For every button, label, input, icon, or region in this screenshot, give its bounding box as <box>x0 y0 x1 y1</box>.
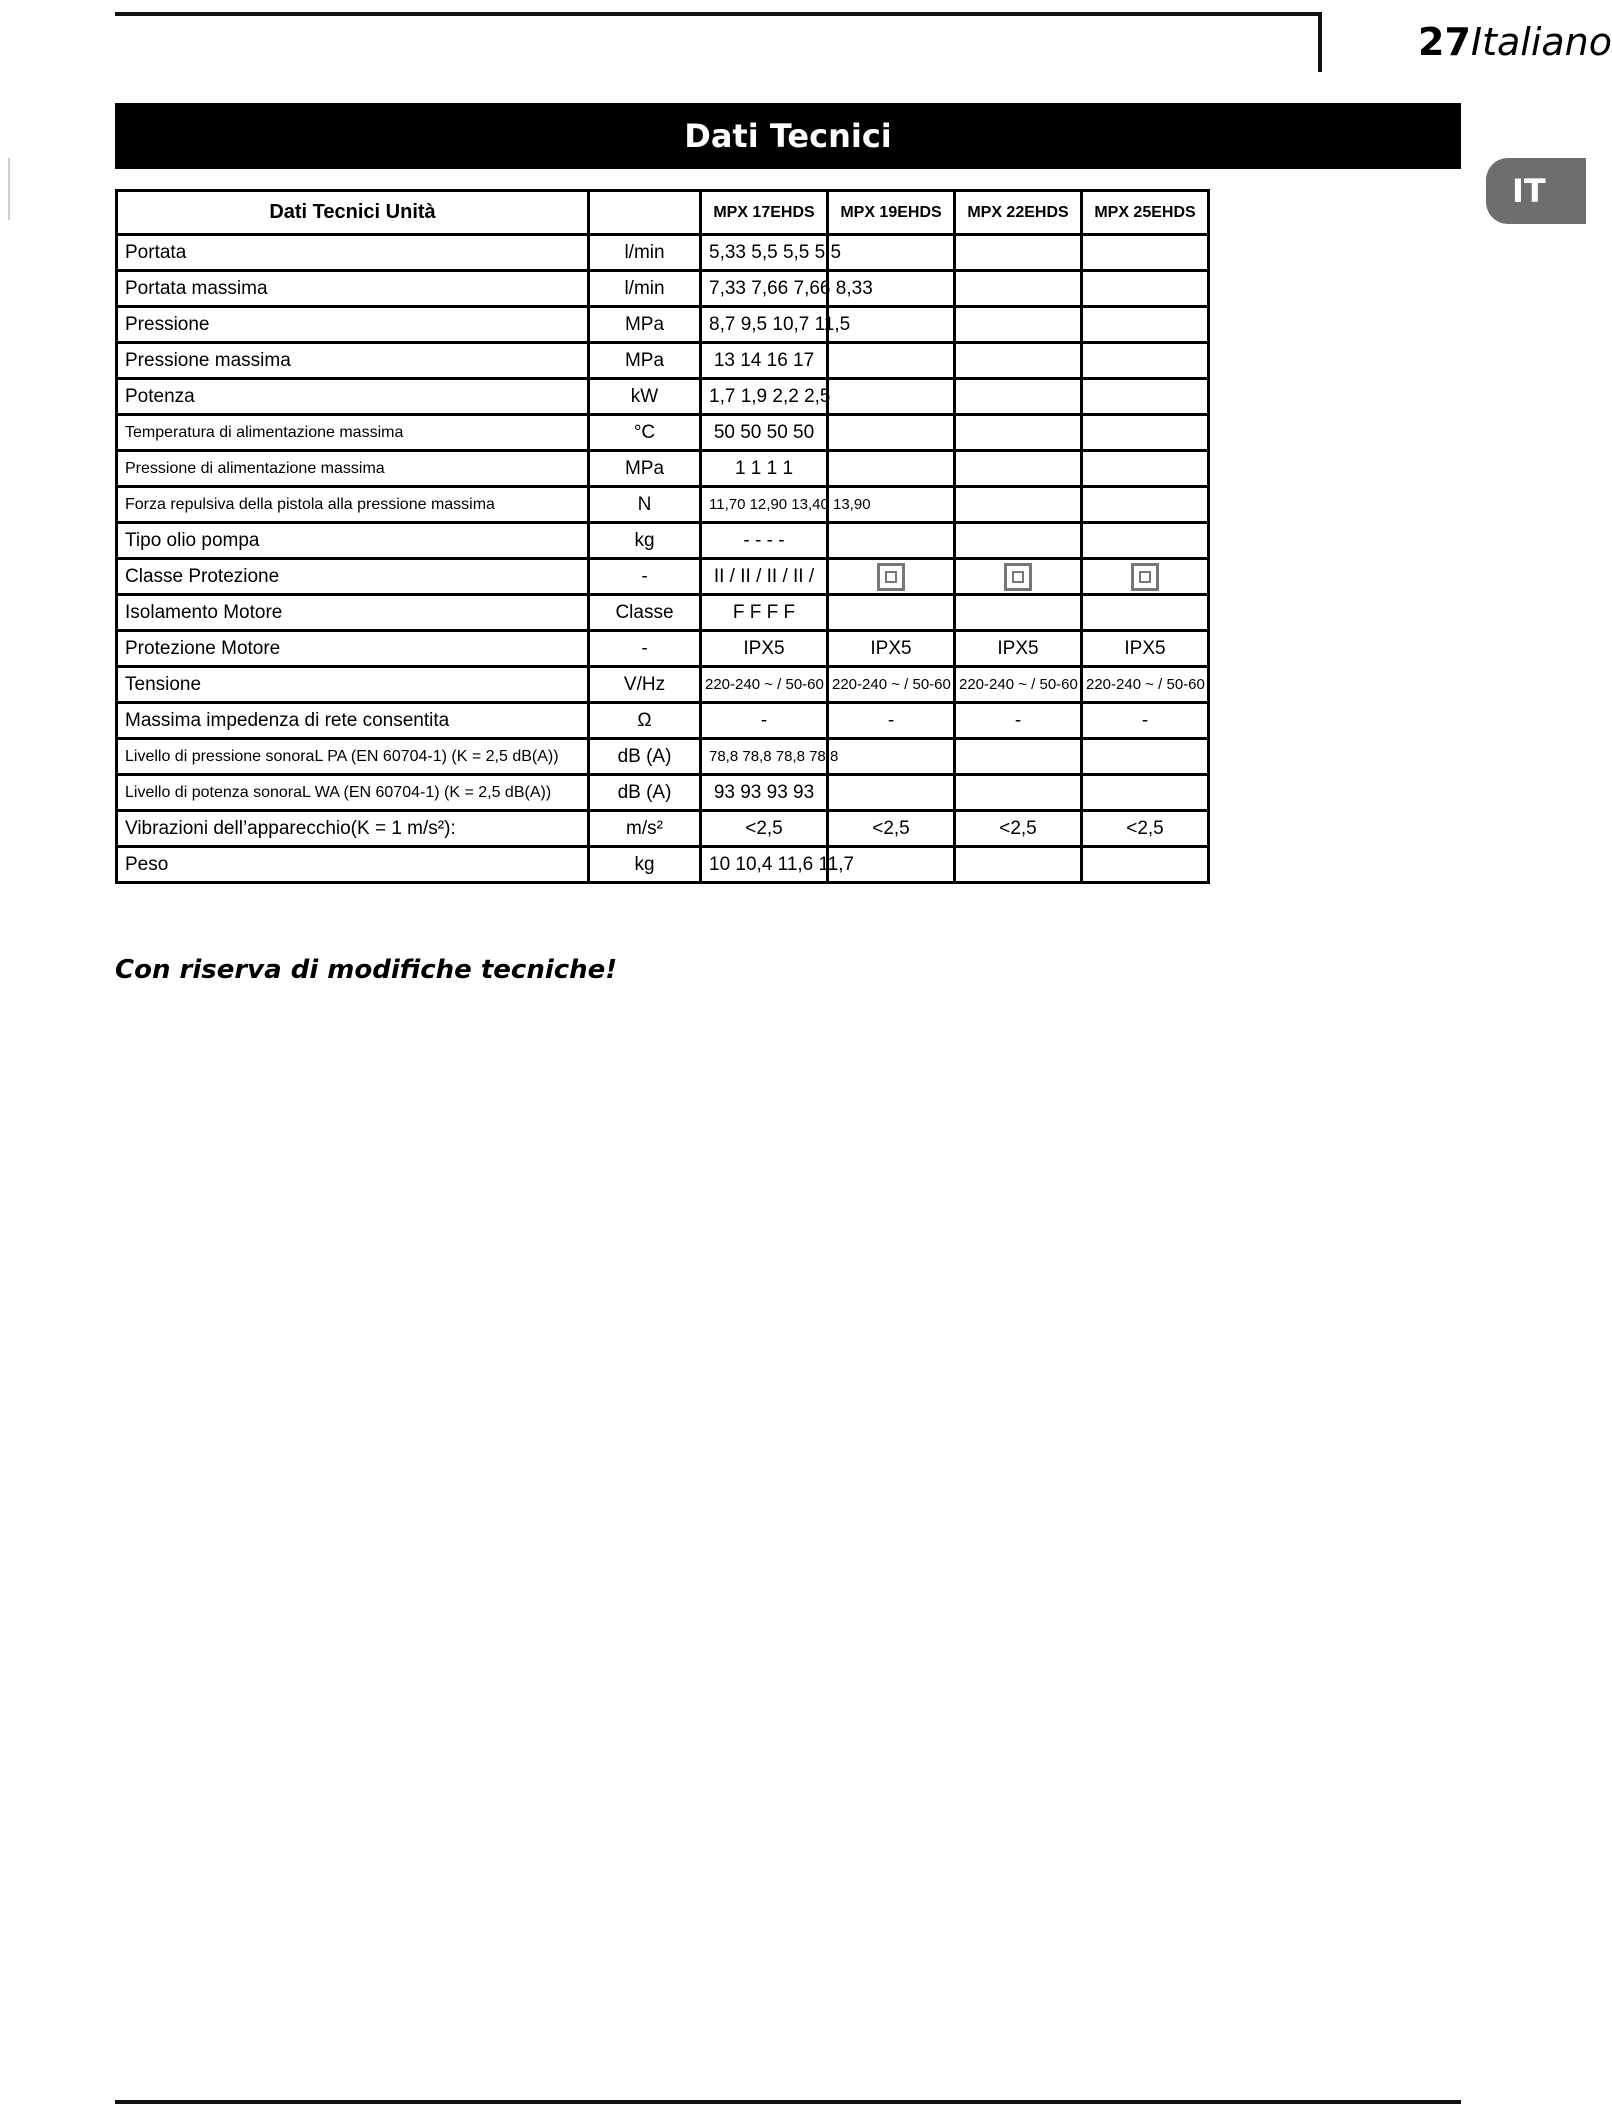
row-value <box>1082 595 1209 631</box>
row-unit: dB (A) <box>589 739 701 775</box>
row-value <box>955 847 1082 883</box>
row-value <box>955 235 1082 271</box>
row-unit: N <box>589 487 701 523</box>
row-value: 93 93 93 93 <box>701 775 828 811</box>
row-value <box>955 739 1082 775</box>
table-row <box>117 811 1209 847</box>
row-value: <2,5 <box>955 811 1082 847</box>
table-row <box>117 667 1209 703</box>
row-label: Pressione di alimentazione massima <box>117 451 589 487</box>
row-value <box>955 307 1082 343</box>
language-tab <box>1486 158 1586 224</box>
row-value <box>955 379 1082 415</box>
row-value <box>1082 847 1209 883</box>
row-value <box>828 739 955 775</box>
row-value: 13 14 16 17 <box>701 343 828 379</box>
row-value: 7,33 7,66 7,66 8,33 <box>701 271 828 307</box>
row-value: II / II / II / II / <box>701 559 828 595</box>
row-unit: Classe <box>589 595 701 631</box>
row-value <box>1082 343 1209 379</box>
row-value <box>1082 523 1209 559</box>
row-value <box>1082 271 1209 307</box>
row-value: 220-240 ~ / 50-60 <box>955 667 1082 703</box>
section-title-bar <box>115 103 1461 169</box>
row-unit: - <box>589 631 701 667</box>
row-label: Livello di potenza sonoraL WA (EN 60704-1) (K = 2,5 dB(A)) <box>117 775 589 811</box>
header-model: MPX 22EHDS <box>955 191 1082 235</box>
top-rule-end <box>1318 12 1322 72</box>
table-row <box>117 379 1209 415</box>
row-value <box>1082 379 1209 415</box>
table-row <box>117 343 1209 379</box>
row-label: Massima impedenza di rete consentita <box>117 703 589 739</box>
row-unit: l/min <box>589 235 701 271</box>
row-value <box>1082 487 1209 523</box>
row-value: IPX5 <box>701 631 828 667</box>
section-title: Dati Tecnici <box>684 117 892 155</box>
row-value: 10 10,4 11,6 11,7 <box>701 847 828 883</box>
page-header <box>1418 18 1612 66</box>
row-label: Pressione massima <box>117 343 589 379</box>
row-label: Isolamento Motore <box>117 595 589 631</box>
footnote: Con riserva di modifiche tecniche! <box>115 955 618 985</box>
row-value: 1,7 1,9 2,2 2,5 <box>701 379 828 415</box>
row-value: 78,8 78,8 78,8 78,8 <box>701 739 828 775</box>
row-value: <2,5 <box>1082 811 1209 847</box>
row-label: Vibrazioni dell’apparecchio(K = 1 m/s²): <box>117 811 589 847</box>
row-value <box>955 415 1082 451</box>
row-unit: dB (A) <box>589 775 701 811</box>
row-value <box>955 343 1082 379</box>
row-value <box>955 271 1082 307</box>
row-value <box>828 775 955 811</box>
class-ii-cell <box>1082 559 1209 595</box>
row-label: Forza repulsiva della pistola alla pressione massima <box>117 487 589 523</box>
header-model: MPX 17EHDS <box>701 191 828 235</box>
row-value: - <box>1082 703 1209 739</box>
table-row <box>117 739 1209 775</box>
row-label: Temperatura di alimentazione massima <box>117 415 589 451</box>
row-value: 1 1 1 1 <box>701 451 828 487</box>
row-value: <2,5 <box>828 811 955 847</box>
table-row <box>117 235 1209 271</box>
row-value: F F F F <box>701 595 828 631</box>
row-unit: l/min <box>589 271 701 307</box>
class-ii-double-square-icon <box>1004 563 1032 591</box>
row-label: Portata <box>117 235 589 271</box>
row-unit: kg <box>589 523 701 559</box>
row-value: IPX5 <box>828 631 955 667</box>
header-model: MPX 25EHDS <box>1082 191 1209 235</box>
table-row <box>117 631 1209 667</box>
row-label: Potenza <box>117 379 589 415</box>
row-value: 11,70 12,90 13,40 13,90 <box>701 487 828 523</box>
row-value: <2,5 <box>701 811 828 847</box>
table-row <box>117 415 1209 451</box>
row-value <box>955 595 1082 631</box>
row-value <box>955 775 1082 811</box>
row-value <box>955 487 1082 523</box>
table-row <box>117 307 1209 343</box>
row-value <box>955 451 1082 487</box>
row-unit: MPa <box>589 451 701 487</box>
language-tab-label: IT <box>1512 172 1546 210</box>
row-label: Portata massima <box>117 271 589 307</box>
row-label: Livello di pressione sonoraL PA (EN 60704-1) (K = 2,5 dB(A)) <box>117 739 589 775</box>
row-value <box>1082 775 1209 811</box>
row-label: Peso <box>117 847 589 883</box>
header-label: Dati Tecnici Unità <box>117 191 589 235</box>
row-unit: MPa <box>589 343 701 379</box>
row-value: - - - - <box>701 523 828 559</box>
table-row <box>117 271 1209 307</box>
row-label: Pressione <box>117 307 589 343</box>
table-row <box>117 487 1209 523</box>
row-value: 220-240 ~ / 50-60 <box>1082 667 1209 703</box>
row-label: Classe Protezione <box>117 559 589 595</box>
row-value <box>1082 451 1209 487</box>
row-value <box>828 415 955 451</box>
top-rule <box>115 12 1320 16</box>
row-value <box>1082 415 1209 451</box>
row-value: - <box>955 703 1082 739</box>
table-row <box>117 595 1209 631</box>
row-value <box>828 343 955 379</box>
row-value <box>1082 739 1209 775</box>
page-number: 27 <box>1418 20 1471 64</box>
tech-data-table <box>115 189 1210 884</box>
margin-mark <box>8 158 10 220</box>
row-value: 50 50 50 50 <box>701 415 828 451</box>
table-row <box>117 847 1209 883</box>
class-ii-cell <box>955 559 1082 595</box>
row-value: - <box>828 703 955 739</box>
row-value <box>828 451 955 487</box>
row-label: Protezione Motore <box>117 631 589 667</box>
table-row <box>117 559 1209 595</box>
row-unit: m/s² <box>589 811 701 847</box>
row-label: Tensione <box>117 667 589 703</box>
header-model: MPX 19EHDS <box>828 191 955 235</box>
row-value <box>828 379 955 415</box>
row-value <box>828 595 955 631</box>
row-unit: kg <box>589 847 701 883</box>
row-value: IPX5 <box>955 631 1082 667</box>
row-value: 8,7 9,5 10,7 11,5 <box>701 307 828 343</box>
table-header-row <box>117 191 1209 235</box>
row-unit: °C <box>589 415 701 451</box>
row-value <box>828 235 955 271</box>
row-label: Tipo olio pompa <box>117 523 589 559</box>
table-row <box>117 703 1209 739</box>
row-value <box>1082 307 1209 343</box>
class-ii-double-square-icon <box>877 563 905 591</box>
row-value: IPX5 <box>1082 631 1209 667</box>
row-unit: V/Hz <box>589 667 701 703</box>
class-ii-double-square-icon <box>1131 563 1159 591</box>
row-value: - <box>701 703 828 739</box>
bottom-rule <box>115 2100 1461 2104</box>
row-unit: MPa <box>589 307 701 343</box>
row-unit: - <box>589 559 701 595</box>
row-value: 220-240 ~ / 50-60 <box>828 667 955 703</box>
page-language: Italiano <box>1470 20 1612 64</box>
row-value: 220-240 ~ / 50-60 <box>701 667 828 703</box>
row-value <box>1082 235 1209 271</box>
row-unit: kW <box>589 379 701 415</box>
table-row <box>117 451 1209 487</box>
class-ii-cell <box>828 559 955 595</box>
table-row <box>117 523 1209 559</box>
table-row <box>117 775 1209 811</box>
row-unit: Ω <box>589 703 701 739</box>
header-unit <box>589 191 701 235</box>
row-value <box>828 523 955 559</box>
row-value <box>955 523 1082 559</box>
row-value: 5,33 5,5 5,5 5,5 <box>701 235 828 271</box>
